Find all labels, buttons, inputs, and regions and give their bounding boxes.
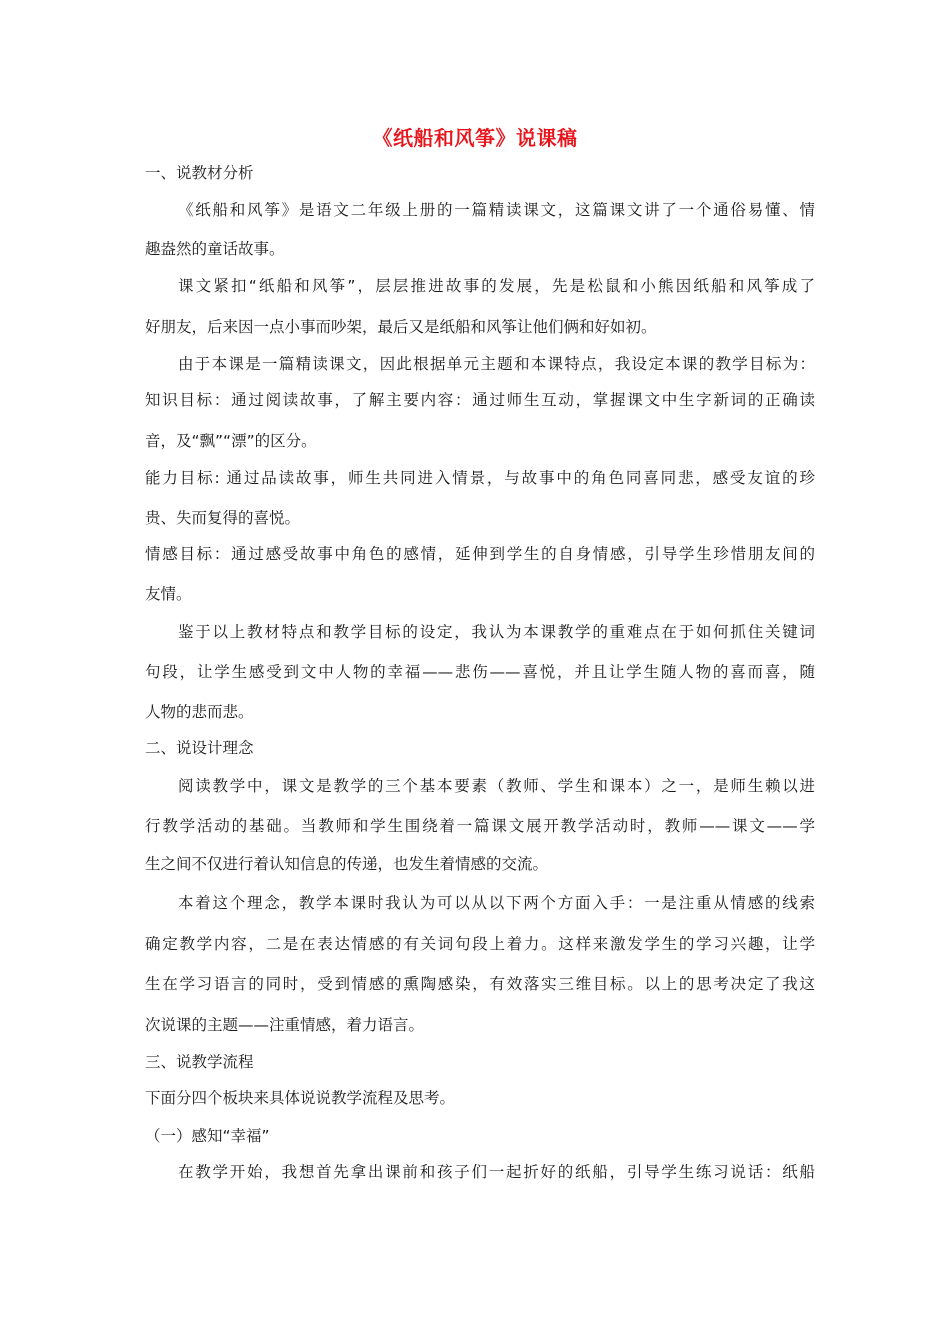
paragraph-line: 阅读教学中，课文是教学的三个基本要素（教师、学生和课本）之一，是师生赖以进	[178, 777, 815, 795]
paragraph-line: 次说课的主题——注重情感，着力语言。	[145, 1016, 425, 1034]
subsection-heading: （一）感知“幸福”	[145, 1127, 270, 1145]
paragraph-line: 句段，让学生感受到文中人物的幸福——悲伤——喜悦，并且让学生随人物的喜而喜，随	[145, 663, 815, 681]
paragraph-line: 能力目标: 通过品读故事，师生共同进入情景，与故事中的角色同喜同悲，感受友谊的珍	[145, 469, 815, 487]
paragraph-line: 由于本课是一篇精读课文，因此根据单元主题和本课特点，我设定本课的教学目标为：	[178, 355, 815, 373]
paragraph-line: 知识目标：通过阅读故事，了解主要内容：通过师生互动，掌握课文中生字新词的正确读	[145, 391, 815, 409]
paragraph-line: 行教学活动的基础。当教师和学生围绕着一篇课文展开教学活动时，教师——课文——学	[145, 817, 815, 835]
section-heading-1: 一、说教材分析	[145, 164, 254, 182]
paragraph-line: 趣盎然的童话故事。	[145, 240, 285, 258]
paragraph-line: 《纸船和风筝》是语文二年级上册的一篇精读课文，这篇课文讲了一个通俗易懂、情	[178, 201, 815, 219]
document-title: 《纸船和风筝》说课稿	[372, 126, 578, 150]
paragraph-line: 在教学开始，我想首先拿出课前和孩子们一起折好的纸船，引导学生练习说话：纸船	[178, 1163, 815, 1181]
paragraph-line: 本着这个理念，教学本课时我认为可以从以下两个方面入手：一是注重从情感的线索	[178, 894, 815, 912]
section-heading-2: 二、说设计理念	[145, 739, 254, 757]
paragraph-line: 友情。	[145, 585, 192, 603]
paragraph-line: 人物的悲而悲。	[145, 703, 254, 721]
paragraph-line: 鉴于以上教材特点和教学目标的设定，我认为本课教学的重难点在于如何抓住关键词	[178, 623, 815, 641]
paragraph-line: 生在学习语言的同时，受到情感的熏陶感染，有效落实三维目标。以上的思考决定了我这	[145, 975, 815, 993]
paragraph-line: 贵、失而复得的喜悦。	[145, 509, 301, 527]
paragraph-line: 好朋友，后来因一点小事而吵架，最后又是纸船和风筝让他们俩和好如初。	[145, 318, 657, 336]
paragraph-line: 生之间不仅进行着认知信息的传递，也发生着情感的交流。	[145, 855, 549, 873]
paragraph-line: 音，及“飘”“漂”的区分。	[145, 432, 317, 450]
paragraph-line: 情感目标：通过感受故事中角色的感情，延伸到学生的自身情感，引导学生珍惜朋友间的	[145, 545, 815, 563]
section-heading-3: 三、说教学流程	[145, 1053, 254, 1071]
paragraph-line: 确定教学内容，二是在表达情感的有关词句段上着力。这样来激发学生的学习兴趣，让学	[145, 935, 815, 953]
paragraph-line: 课文紧扣“纸船和风筝”，层层推进故事的发展，先是松鼠和小熊因纸船和风筝成了	[178, 277, 815, 295]
paragraph-line: 下面分四个板块来具体说说教学流程及思考。	[145, 1089, 456, 1107]
